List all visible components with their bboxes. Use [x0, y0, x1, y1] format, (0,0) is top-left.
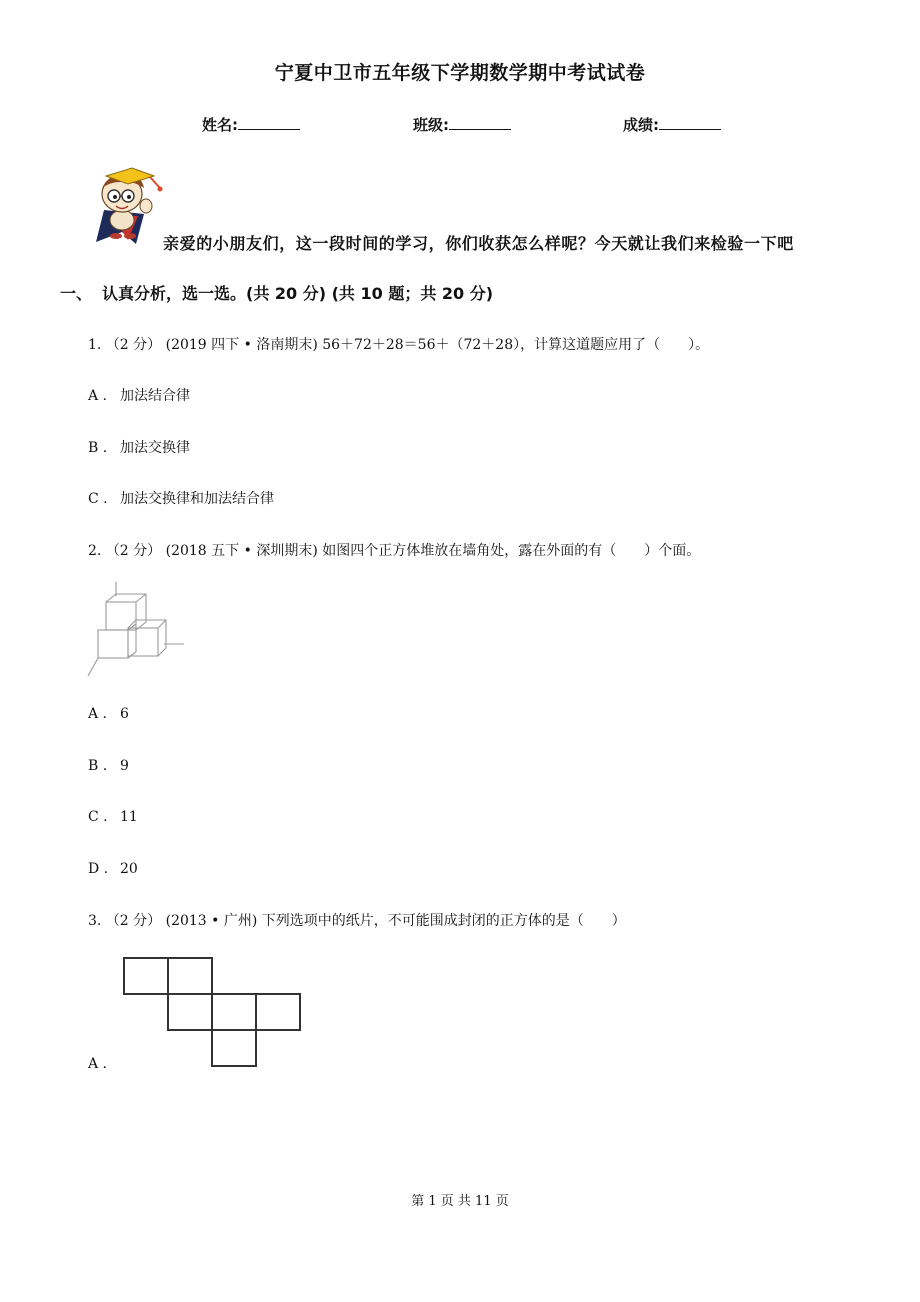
cube-net-figure	[122, 956, 302, 1068]
page-title: 宁夏中卫市五年级下学期数学期中考试试卷	[274, 62, 646, 84]
option-text: 加法交换律和加法结合律	[120, 491, 274, 507]
class-label: 班级:	[413, 116, 449, 134]
option-letter: B .	[88, 758, 108, 774]
option-letter: A .	[88, 1056, 108, 1072]
option-letter: D .	[88, 861, 109, 877]
name-field	[202, 114, 300, 135]
question-1-stem: 1. （2 分） (2019 四下 • 洛南期末) 56＋72＋28＝56＋（72＋28），计算这道题应用了（ ）。	[88, 337, 710, 353]
question-2-option-b[interactable]	[88, 758, 129, 774]
option-letter: C .	[88, 809, 108, 825]
score-field	[623, 114, 721, 135]
section-title: 认真分析，选一选。(共 20 分) (共 10 题；共 20 分)	[102, 284, 494, 303]
option-letter: B .	[88, 440, 108, 456]
question-2-option-d[interactable]	[88, 861, 138, 877]
question-1-option-b[interactable]	[88, 437, 190, 457]
option-text: 加法交换律	[120, 440, 190, 456]
score-blank	[659, 115, 721, 130]
class-field	[413, 114, 511, 135]
question-2-stem: 2. （2 分） (2018 五下 • 深圳期末) 如图四个正方体堆放在墙角处，露在外面的有（ ）个面。	[88, 543, 701, 559]
mascot-image	[92, 166, 166, 246]
question-3-stem: 3. （2 分） (2013 • 广州) 下列选项中的纸片，不可能围成封闭的正方体的是（ ）	[88, 913, 626, 929]
greeting-text: 亲爱的小朋友们，这一段时间的学习，你们收获怎么样呢？今天就让我们来检验一下吧	[163, 234, 794, 253]
cubes-corner-figure	[86, 580, 188, 680]
section-number: 一、	[60, 284, 93, 303]
option-letter: C .	[88, 491, 108, 507]
option-letter: A .	[88, 706, 108, 722]
option-text: 11	[120, 809, 138, 825]
option-text: 6	[120, 706, 129, 722]
question-2-option-c[interactable]	[88, 809, 138, 825]
score-label: 成绩:	[623, 116, 659, 134]
name-label: 姓名:	[202, 116, 238, 134]
section-heading	[60, 281, 493, 304]
option-text: 加法结合律	[120, 388, 190, 404]
name-blank	[238, 115, 300, 130]
question-1-option-a[interactable]	[88, 385, 190, 405]
option-text: 20	[120, 861, 138, 877]
question-3-option-a[interactable]	[88, 1056, 120, 1072]
class-blank	[449, 115, 511, 130]
option-text: 9	[120, 758, 129, 774]
question-2-option-a[interactable]	[88, 706, 129, 722]
page-footer: 第 1 页 共 11 页	[411, 1194, 509, 1209]
question-1-option-c[interactable]	[88, 488, 274, 508]
option-letter: A .	[88, 388, 108, 404]
